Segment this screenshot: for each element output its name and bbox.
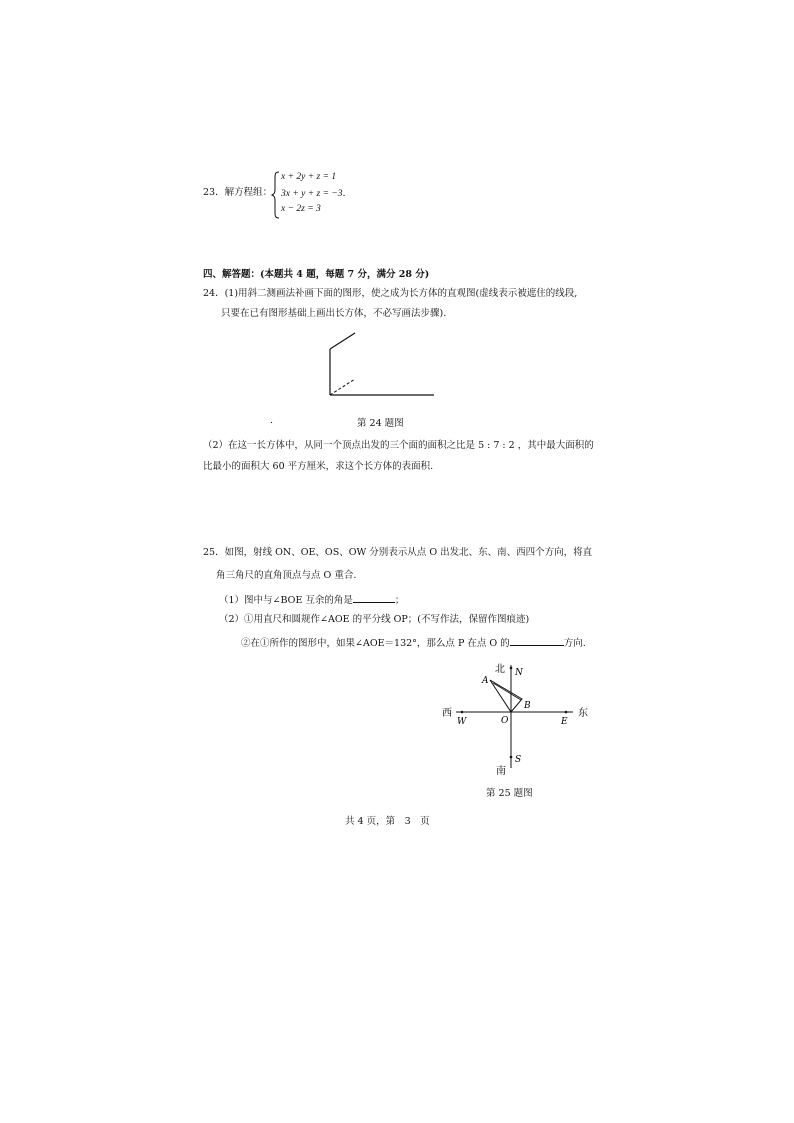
- q25-part-2-line-1: （2）①用直尺和圆规作∠AOE 的平分线 OP；(不写作法，保留作图痕迹): [219, 614, 530, 625]
- q23-label: 23．解方程组：: [203, 187, 273, 198]
- q25-label-e: E: [561, 717, 568, 727]
- q25-label-south: 南: [496, 766, 506, 777]
- q24-line-1: 24．(1)用斜二测画法补画下面的图形，使之成为长方体的直观图(虚线表示被遮住的线段,: [203, 288, 578, 299]
- q25-triangle-ruler: [490, 680, 522, 712]
- q25-label-n: N: [515, 668, 523, 678]
- q25-figure-caption: 第 25 题图: [486, 788, 533, 799]
- page-footer: 共 4 页，第 3 页: [345, 816, 430, 827]
- q25-label-s: S: [515, 755, 522, 765]
- q25-part-2-answer-blank[interactable]: [510, 636, 564, 646]
- q23-equation-1: x + 2y + z = 1: [281, 172, 337, 182]
- q25-label-w: W: [457, 717, 467, 727]
- q24-stray-dot: .: [270, 415, 274, 426]
- q25-point-n: [510, 667, 513, 670]
- q24-part2-line-1: （2）在这一长方体中，从同一个顶点出发的三个面的面积之比是 5 : 7 : 2 ，其中最大面积的: [203, 440, 594, 451]
- q25-part-1: [219, 593, 404, 606]
- q25-part-1-suffix: ；: [394, 595, 405, 606]
- q25-line-2: 角三角尺的直角顶点与点 O 重合.: [216, 570, 357, 581]
- q25-label-a: A: [482, 676, 489, 686]
- q25-part-2-text: ②在①所作的图形中，如果∠AOE＝132°，那么点 P 在点 O 的: [241, 638, 510, 649]
- q23-equation-3: x − 2z = 3: [281, 204, 321, 214]
- q25-label-east: 东: [578, 708, 588, 719]
- q25-part-2-suffix: 方向.: [563, 638, 586, 649]
- q25-label-b: B: [524, 701, 531, 711]
- q23-brace: [271, 171, 281, 219]
- section-4-heading: 四、解答题：(本题共 4 题，每题 7 分，满分 28 分): [203, 269, 430, 280]
- q25-point-e: [565, 711, 568, 714]
- q23-equation-2-period: .: [342, 188, 346, 199]
- q25-point-s: [510, 756, 513, 759]
- q25-label-west: 西: [442, 708, 452, 719]
- q24-line-2: 只要在已有图形基础上画出长方体，不必写画法步骤).: [221, 308, 447, 319]
- q25-part-1-answer-blank[interactable]: [353, 593, 395, 603]
- q23-equation-2: 3x + y + z = −3: [281, 189, 343, 199]
- q25-part-2-line-2: [241, 636, 586, 649]
- q25-line-1: 25．如图，射线 ON、OE、OS、OW 分别表示从点 O 出发北、东、南、西四个方向，将直: [203, 547, 593, 558]
- q24-figure-caption: 第 24 题图: [357, 418, 404, 429]
- q23-equation-2-row: [281, 188, 346, 200]
- q24-top-oblique-edge: [330, 333, 355, 349]
- q25-figure: [435, 660, 595, 780]
- q24-figure: [320, 330, 440, 400]
- q25-part-1-text: （1）图中与∠BOE 互余的角是: [219, 595, 353, 606]
- q25-label-o: O: [501, 716, 509, 726]
- q25-point-w: [461, 711, 464, 714]
- q25-label-north: 北: [495, 664, 505, 675]
- q24-hidden-edge: [330, 379, 355, 395]
- q24-part2-line-2: 比最小的面积大 60 平方厘米，求这个长方体的表面积.: [203, 461, 434, 472]
